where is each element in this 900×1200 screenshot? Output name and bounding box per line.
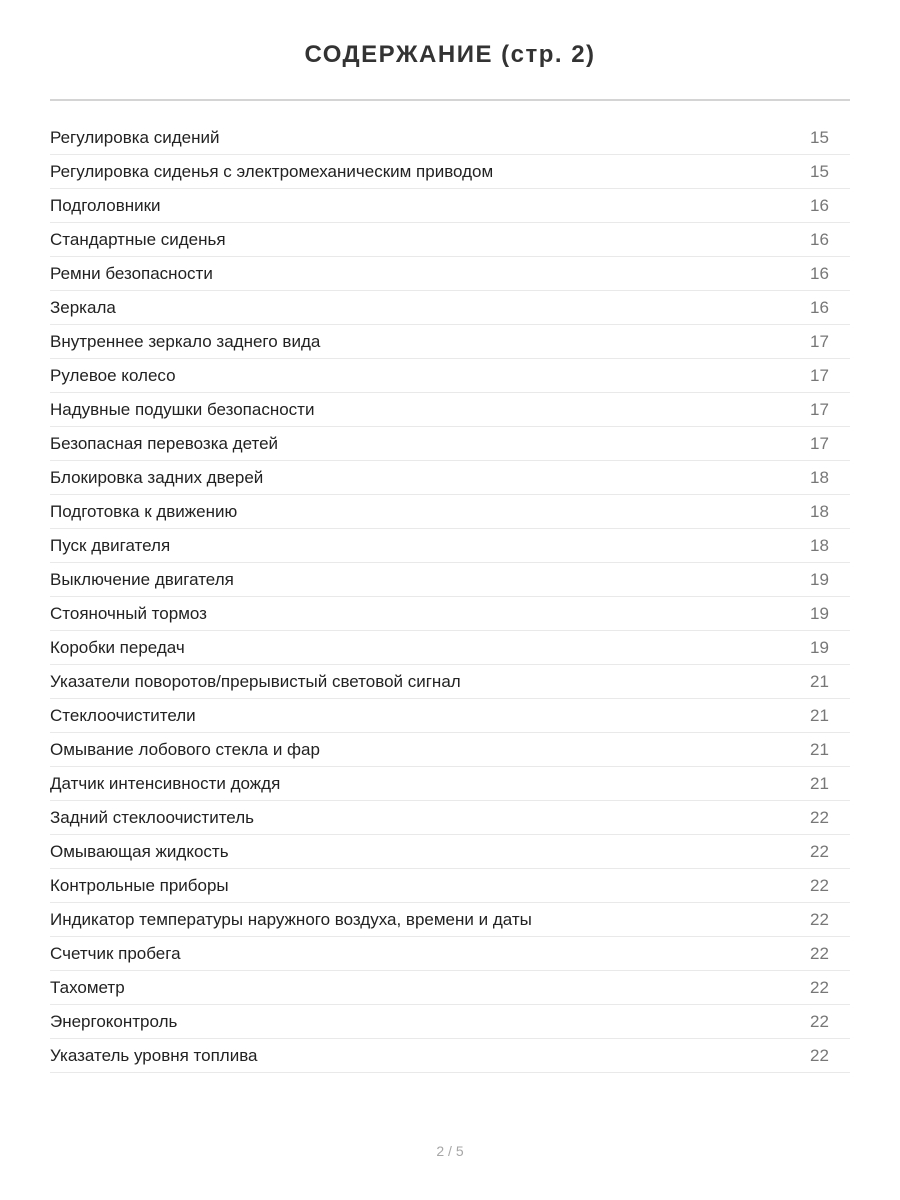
toc-entry-page-number: 22 (810, 841, 829, 861)
toc-entry[interactable] (50, 937, 850, 971)
toc-entry-title: Ремни безопасности (50, 263, 213, 283)
toc-entry[interactable] (50, 665, 850, 699)
toc-entry[interactable] (50, 1005, 850, 1039)
toc-entry-title: Счетчик пробега (50, 943, 181, 963)
toc-entry-page-number: 16 (810, 229, 829, 249)
toc-entry[interactable] (50, 291, 850, 325)
toc-entry-title: Задний стеклоочиститель (50, 807, 254, 827)
toc-entry-title: Тахометр (50, 977, 125, 997)
toc-entry-page-number: 17 (810, 433, 829, 453)
toc-entry-title: Датчик интенсивности дождя (50, 773, 281, 793)
toc-entry[interactable] (50, 359, 850, 393)
toc-entry-page-number: 21 (810, 705, 829, 725)
title-divider (50, 99, 850, 101)
toc-entry[interactable] (50, 189, 850, 223)
toc-entry-title: Коробки передач (50, 637, 185, 657)
toc-entry[interactable] (50, 223, 850, 257)
toc-entry-title: Энергоконтроль (50, 1011, 178, 1031)
toc-entry[interactable] (50, 835, 850, 869)
toc-entry-page-number: 17 (810, 331, 829, 351)
toc-entry[interactable] (50, 767, 850, 801)
toc-entry[interactable] (50, 529, 850, 563)
toc-entry-title: Подголовники (50, 195, 161, 215)
toc-entry-page-number: 22 (810, 1045, 829, 1065)
toc-entry[interactable] (50, 631, 850, 665)
toc-entry[interactable] (50, 495, 850, 529)
toc-entry[interactable] (50, 801, 850, 835)
toc-entry-page-number: 19 (810, 637, 829, 657)
toc-entry-title: Омывающая жидкость (50, 841, 229, 861)
toc-entry[interactable] (50, 903, 850, 937)
toc-entry-page-number: 22 (810, 977, 829, 997)
toc-entry[interactable] (50, 869, 850, 903)
toc-entry[interactable] (50, 733, 850, 767)
toc-entry-page-number: 16 (810, 263, 829, 283)
page-title: СОДЕРЖАНИЕ (стр. 2) (304, 41, 596, 68)
toc-entry-page-number: 22 (810, 909, 829, 929)
toc-entry-page-number: 18 (810, 467, 829, 487)
toc-entry-title: Зеркала (50, 297, 116, 317)
toc-entry-page-number: 18 (810, 501, 829, 521)
toc-entry-page-number: 17 (810, 365, 829, 385)
toc-entry-title: Блокировка задних дверей (50, 467, 264, 487)
page-indicator: 2 / 5 (436, 1143, 464, 1159)
toc-entry[interactable] (50, 597, 850, 631)
toc-entry-page-number: 17 (810, 399, 829, 419)
toc-entry-title: Регулировка сиденья с электромеханическим приводом (50, 161, 494, 181)
toc-entry-page-number: 16 (810, 297, 829, 317)
toc-entry-page-number: 21 (810, 671, 829, 691)
toc-entry[interactable] (50, 155, 850, 189)
toc-entry-title: Стояночный тормоз (50, 603, 207, 623)
toc-entry-title: Регулировка сидений (50, 127, 220, 147)
toc-entry-title: Указатель уровня топлива (50, 1045, 258, 1065)
toc-entry-page-number: 22 (810, 1011, 829, 1031)
toc-entry-page-number: 19 (810, 603, 829, 623)
toc-entry-page-number: 15 (810, 161, 829, 181)
toc-entry-page-number: 21 (810, 773, 829, 793)
toc-entry[interactable] (50, 1039, 850, 1073)
toc-entry-title: Стандартные сиденья (50, 229, 226, 249)
toc-entry-title: Подготовка к движению (50, 501, 238, 521)
document-page (50, 0, 850, 1073)
toc-entry-title: Пуск двигателя (50, 535, 171, 555)
toc-entry-title: Надувные подушки безопасности (50, 399, 315, 419)
toc-entry-title: Безопасная перевозка детей (50, 433, 279, 453)
toc-entry[interactable] (50, 121, 850, 155)
toc-entry[interactable] (50, 461, 850, 495)
toc-entry[interactable] (50, 699, 850, 733)
toc-entry-page-number: 18 (810, 535, 829, 555)
toc-entry-title: Указатели поворотов/прерывистый световой сигнал (50, 671, 461, 691)
toc-entry-page-number: 22 (810, 807, 829, 827)
toc-entry[interactable] (50, 325, 850, 359)
toc-entry[interactable] (50, 563, 850, 597)
toc-entry-title: Индикатор температуры наружного воздуха, времени и даты (50, 909, 532, 929)
toc-entry-page-number: 19 (810, 569, 829, 589)
toc-entry-title: Выключение двигателя (50, 569, 234, 589)
toc-entry[interactable] (50, 257, 850, 291)
toc-entry-page-number: 22 (810, 943, 829, 963)
toc-entry-page-number: 21 (810, 739, 829, 759)
toc-entry-title: Рулевое колесо (50, 365, 176, 385)
toc-entry[interactable] (50, 971, 850, 1005)
toc-entry-page-number: 15 (810, 127, 829, 147)
toc-entry-title: Внутреннее зеркало заднего вида (50, 331, 321, 351)
table-of-contents (50, 121, 850, 1073)
toc-entry-title: Контрольные приборы (50, 875, 229, 895)
toc-entry[interactable] (50, 427, 850, 461)
toc-entry-page-number: 16 (810, 195, 829, 215)
toc-entry-page-number: 22 (810, 875, 829, 895)
toc-entry[interactable] (50, 393, 850, 427)
toc-entry-title: Омывание лобового стекла и фар (50, 739, 320, 759)
toc-entry-title: Стеклоочистители (50, 705, 196, 725)
